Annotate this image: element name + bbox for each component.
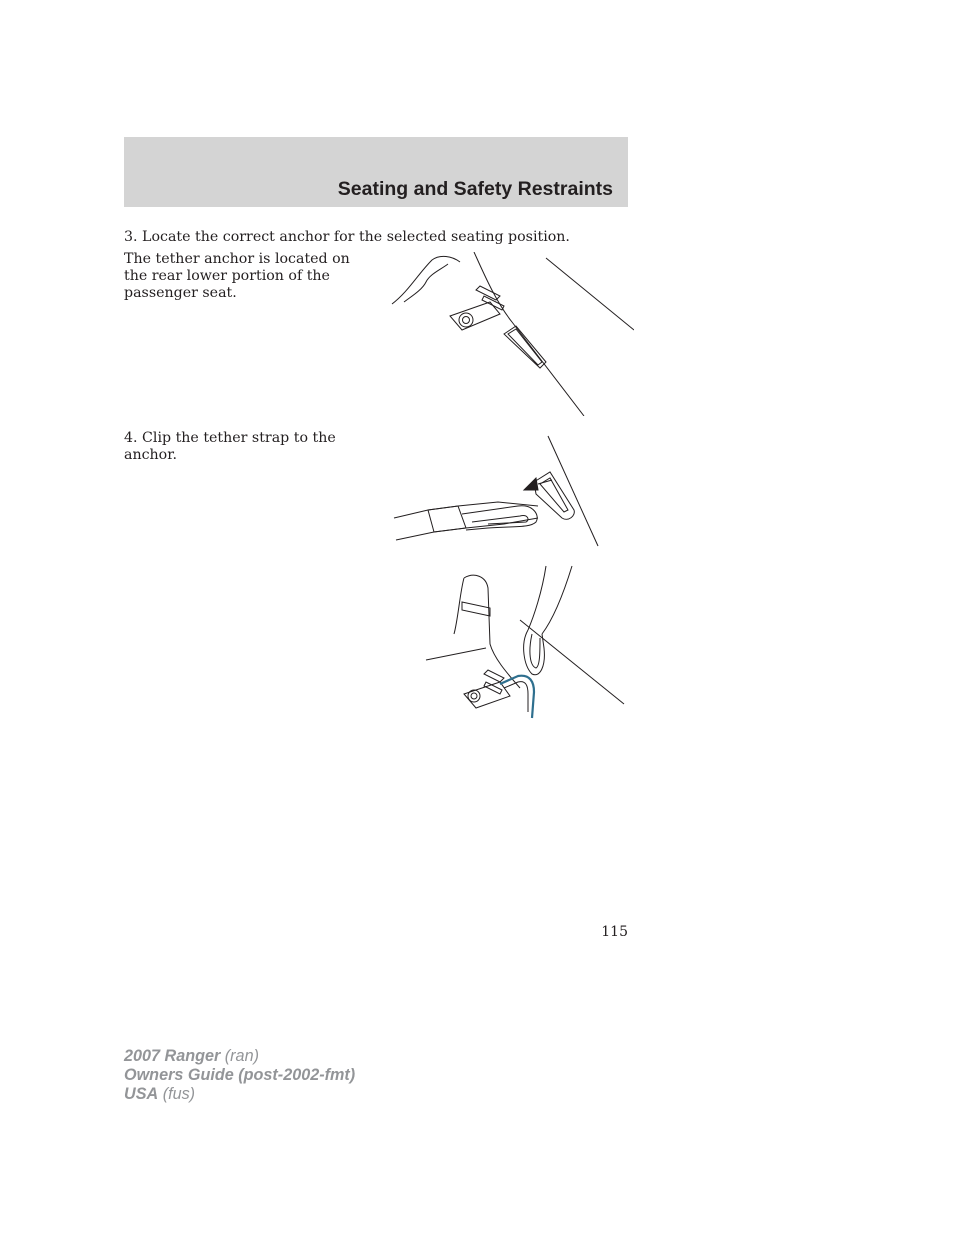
seat-fabric-fold	[404, 264, 448, 302]
footer-model: 2007 Ranger	[124, 1047, 221, 1065]
tether-hook	[462, 506, 537, 530]
document-footer	[124, 1047, 355, 1104]
seat-back-line	[548, 436, 598, 546]
direction-arrow-icon	[524, 478, 538, 490]
footer-line-model	[124, 1047, 355, 1066]
footer-model-code: (ran)	[224, 1047, 259, 1065]
anchor-plate	[450, 302, 500, 330]
seat-cushion-edge	[392, 256, 460, 304]
footer-region: USA	[124, 1085, 159, 1103]
section-title: Seating and Safety Restraints	[337, 178, 613, 200]
footer-line-region	[124, 1085, 355, 1104]
seat-back-line	[474, 252, 584, 416]
clip-tether-strap-illustration	[388, 432, 608, 550]
tether-anchor-location-illustration	[388, 252, 634, 416]
section-header-band	[124, 137, 628, 207]
step-3-instruction: 3. Locate the correct anchor for the selected seating position.	[124, 229, 570, 245]
step-4-instruction: 4. Clip the tether strap to the anchor.	[124, 430, 336, 463]
footer-line-guide: Owners Guide (post-2002-fmt)	[124, 1066, 356, 1084]
seat-strap-tab	[462, 602, 490, 616]
tether-anchor-loop	[504, 326, 546, 368]
tether-attached-illustration	[424, 562, 634, 728]
anchor-loop	[534, 472, 574, 519]
anchor-bolt-icon	[468, 690, 480, 702]
tether-strap	[528, 566, 572, 634]
floor-line	[520, 620, 624, 704]
tether-strap	[394, 502, 538, 518]
step-3-note: The tether anchor is located on the rear lower portion of the passenger seat.	[124, 251, 350, 301]
page-number: 115	[601, 924, 628, 940]
floor-line	[546, 258, 634, 330]
footer-region-code: (fus)	[162, 1085, 196, 1103]
seat-side	[464, 575, 520, 688]
strap-adjuster	[428, 506, 466, 532]
anchor-bracket	[476, 286, 504, 310]
anchor-bolt-icon	[459, 313, 473, 327]
